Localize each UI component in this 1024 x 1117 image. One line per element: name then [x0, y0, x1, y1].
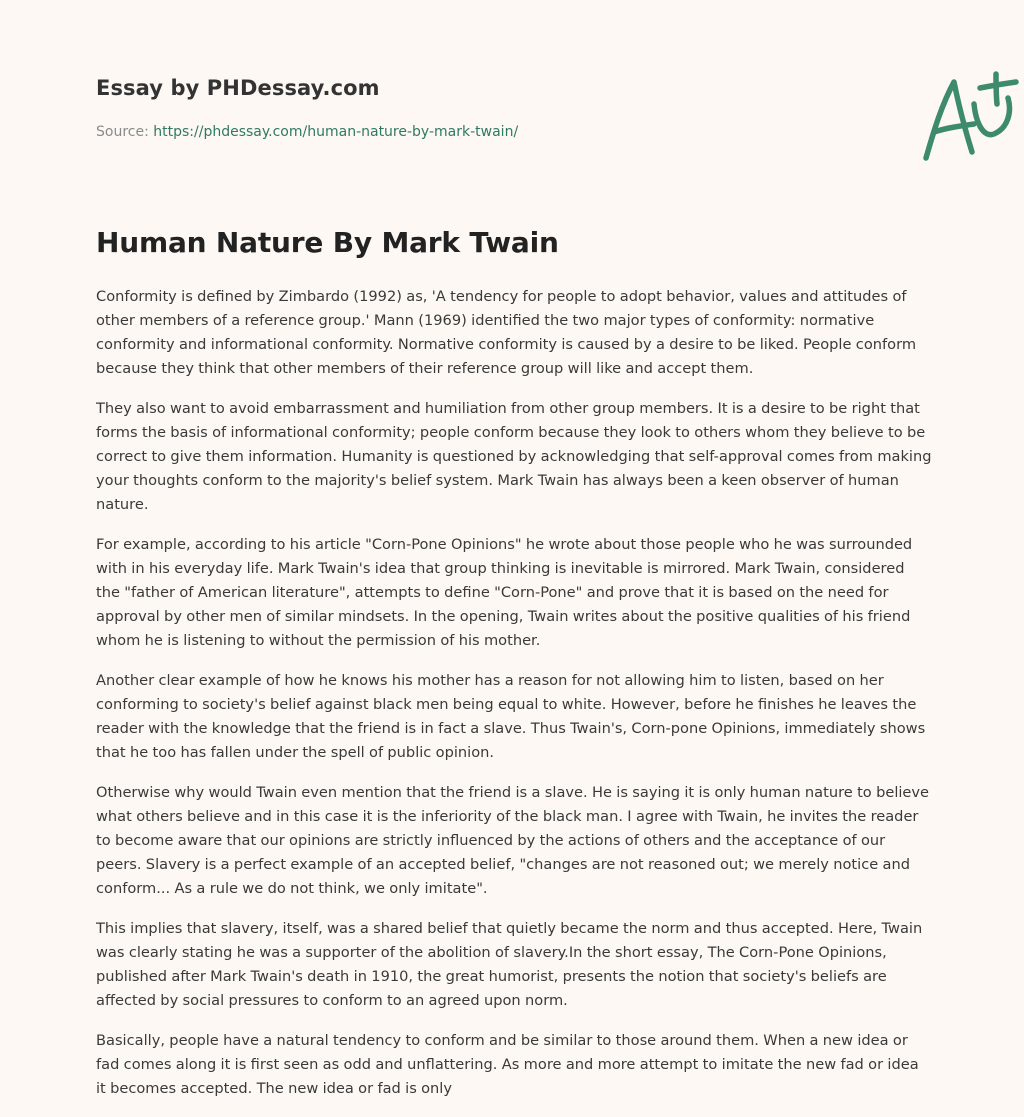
- article-body: [96, 285, 932, 1117]
- brand-title: Essay by PHDessay.com: [96, 76, 380, 100]
- source-label: Source:: [96, 124, 154, 140]
- article-paragraph: For example, according to his article "Corn-Pone Opinions" he wrote about those people who he was surrounded with in his everyday life. Mark Twain's idea that group thinking is inevitable is mirrored. Mark Twain, considered the "father of American literature", attempts to define "Corn-Pone" and prove that it is based on the need for approval by other men of similar mindsets. In the opening, Twain writes about the positive qualities of his friend whom he is listening to without the permission of his mother.: [96, 536, 913, 649]
- page-title: Human Nature By Mark Twain: [96, 226, 559, 259]
- source-link[interactable]: https://phdessay.com/human-nature-by-mark-twain/: [153, 124, 519, 140]
- article-paragraph: Basically, people have a natural tendency to conform and be similar to those around them. When a new idea or fad comes along it is first seen as odd and unflattering. As more and more attempt to imitate the new fad or idea it becomes accepted. The new idea or fad is only: [96, 1032, 919, 1097]
- a-plus-logo-icon: [916, 68, 1024, 168]
- article-paragraph: Another clear example of how he knows his mother has a reason for not allowing him to listen, based on her conforming to society's belief against black men being equal to white. However, before he finishes he leaves the reader with the knowledge that the friend is in fact a slave. Thus Twain's, Corn-pone Opinions, immediately shows that he too has fallen under the spell of public opinion.: [96, 672, 926, 761]
- article-paragraph: This implies that slavery, itself, was a shared belief that quietly became the norm and thus accepted. Here, Twain was clearly stating he was a supporter of the abolition of slavery.In the short essay, The Corn-Pone Opinions, published after Mark Twain's death in 1910, the great humorist, presents the notion that society's beliefs are affected by social pressures to conform to an agreed upon norm.: [96, 920, 923, 1009]
- article-paragraph: Otherwise why would Twain even mention that the friend is a slave. He is saying it is only human nature to believe what others believe and in this case it is the inferiority of the black man. I agree with Twain, he invites the reader to become aware that our opinions are strictly influenced by the actions of others and the acceptance of our peers. Slavery is a perfect example of an accepted belief, "changes are not reasoned out; we merely notice and conform... As a rule we do not think, we only imitate".: [96, 784, 930, 897]
- source-line: [96, 124, 518, 140]
- article-paragraph: They also want to avoid embarrassment and humiliation from other group members. It is a desire to be right that forms the basis of informational conformity; people conform because they look to others whom they believe to be correct to give them information. Humanity is questioned by acknowledging that self-approval comes from making your thoughts conform to the majority's belief system. Mark Twain has always been a keen observer of human nature.: [96, 400, 932, 513]
- article-paragraph: Conformity is defined by Zimbardo (1992) as, 'A tendency for people to adopt behavior, values and attitudes of other members of a reference group.' Mann (1969) identified the two major types of conformity: normative conformity and informational conformity. Normative conformity is caused by a desire to be liked. People conform because they think that other members of their reference group will like and accept them.: [96, 288, 917, 377]
